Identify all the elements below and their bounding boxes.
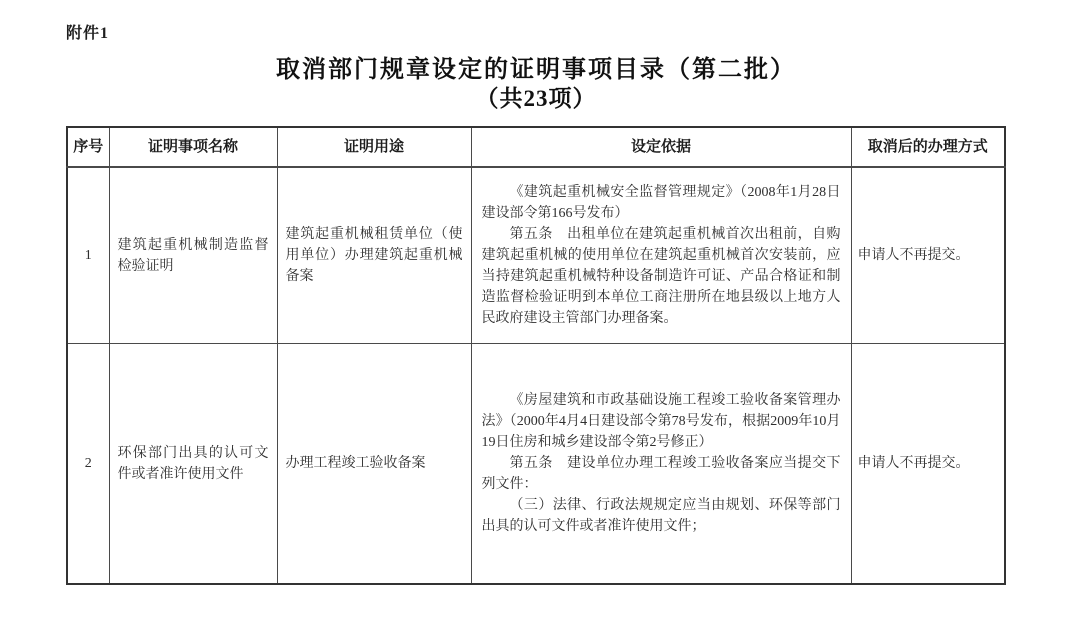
cell-item-name: 环保部门出具的认可文件或者准许使用文件: [109, 344, 277, 584]
cell-serial-no: 1: [67, 167, 109, 344]
basis-paragraph: 《房屋建筑和市政基础设施工程竣工验收备案管理办法》（2000年4月4日建设部令第78号发布，根据2009年10月19日住房和城乡建设部令第2号修正）: [481, 393, 841, 450]
cell-method-after-cancel: 申请人不再提交。: [851, 344, 1005, 584]
basis-paragraph: 第五条 出租单位在建筑起重机械首次出租前，自购建筑起重机械的使用单位在建筑起重机械首次安装前，应当持建筑起重机械特种设备制造许可证、产品合格证和制造监督检验证明到本单位工商注册所在地县级以上地方人民政府建设主管部门办理备案。: [481, 227, 841, 326]
cell-basis: [471, 167, 851, 344]
col-header-purpose: 证明用途: [277, 127, 471, 167]
col-header-method-after-cancel: 取消后的办理方式: [851, 127, 1005, 167]
attachment-label: 附件1: [66, 25, 110, 42]
col-header-basis: 设定依据: [471, 127, 851, 167]
basis-paragraph: 《建筑起重机械安全监督管理规定》（2008年1月28日建设部令第166号发布）: [481, 185, 841, 221]
catalog-table: [66, 126, 1006, 585]
basis-paragraph: （三）法律、行政法规规定应当由规划、环保等部门出具的认可文件或者准许使用文件；: [481, 498, 841, 534]
cell-purpose: 办理工程竣工验收备案: [277, 344, 471, 584]
document-title: [66, 55, 1006, 114]
col-header-item-name: 证明事项名称: [109, 127, 277, 167]
table-row: [67, 344, 1005, 584]
basis-paragraph: 第五条 建设单位办理工程竣工验收备案应当提交下列文件：: [481, 456, 841, 492]
title-line-2: （共23项）: [475, 86, 597, 111]
cell-serial-no: 2: [67, 344, 109, 584]
cell-method-after-cancel: 申请人不再提交。: [851, 167, 1005, 344]
cell-item-name: 建筑起重机械制造监督检验证明: [109, 167, 277, 344]
table-row: [67, 167, 1005, 344]
document-content: [66, 20, 1006, 585]
title-line-1: 取消部门规章设定的证明事项目录（第二批）: [276, 57, 796, 83]
col-header-serial-no: 序号: [67, 127, 109, 167]
cell-basis: [471, 344, 851, 584]
table-header-row: [67, 127, 1005, 167]
cell-purpose: 建筑起重机械租赁单位（使用单位）办理建筑起重机械备案: [277, 167, 471, 344]
